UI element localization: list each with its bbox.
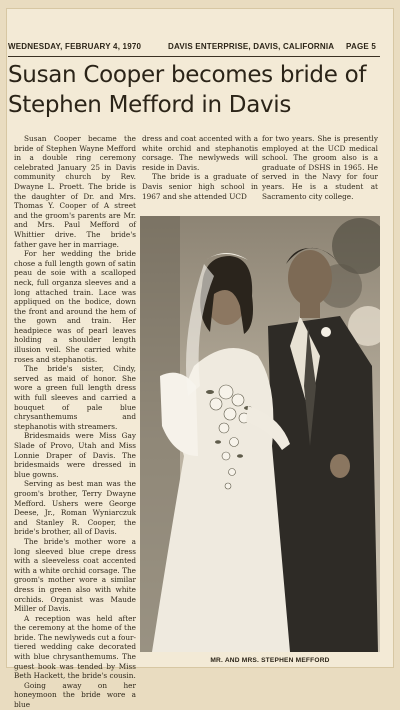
paragraph: A reception was held after the ceremony at the home of the bride. The newlyweds cut a four-tiered wedding cake decorated with blue chrysanthemums. The guest book was tended by Miss Beth Hackett, the bride's cousin. — [14, 613, 136, 681]
photo-caption: MR. AND MRS. STEPHEN MEFFORD — [210, 657, 330, 664]
issue-date: WEDNESDAY, FEBRUARY 4, 1970 — [8, 42, 142, 51]
article-column-3 — [262, 134, 378, 201]
newspaper-name: DAVIS ENTERPRISE, DAVIS, CALIFORNIA — [168, 42, 335, 51]
paragraph: Bridesmaids were Miss Gay Slade of Provo, Utah and Miss Lonnie Draper of Davis. The bridesmaids were dressed in blue gowns. — [14, 431, 136, 479]
paragraph: For her wedding the bride chose a full length gown of satin peau de soie with a scalloped neck, full organza sleeves and a long attached train. Lace was appliqued on the bodice, down the front and around the hem of the gown and train. Her headpiece was of pearl leaves holding a shoulder length illusion veil. She carried white roses and stephanotis. — [14, 249, 136, 364]
paragraph: The bride's mother wore a long sleeved blue crepe dress with a sleeveless coat accented with a white orchid corsage. The groom's mother wore a similar dress in green also with white orchids. Organist was Maude Miller of Davis. — [14, 536, 136, 614]
headline — [8, 60, 388, 120]
paragraph: Susan Cooper became the bride of Stephen Wayne Mefford in a double ring ceremony celebrated January 25 in Davis community church by Rev. Dwayne L. Proett. The bride is the daughter of Dr. and Mrs. Thomas Y. Cooper of A street and the groom's parents are Mr. and Mrs. Paul Mefford of Whittier drive. The bride's father gave her in marriage. — [14, 134, 136, 249]
paragraph: The bride's sister, Cindy, served as maid of honor. She wore a green full length dress with full sleeves and carried a bouquet of pale blue chrysanthemums and stephanotis with streamers. — [14, 364, 136, 431]
paragraph: The bride is a graduate of Davis senior high school in 1967 and she attended UCD — [142, 172, 258, 201]
wedding-photo-illustration — [140, 216, 380, 652]
wedding-photo — [140, 216, 380, 652]
article-column-2 — [142, 134, 258, 201]
paragraph: Going away on her honeymoon the bride wore a blue — [14, 680, 136, 710]
article-column-1 — [14, 134, 136, 710]
headline-line-1: Susan Cooper becomes bride of — [8, 62, 367, 88]
page-number: PAGE 5 — [346, 42, 376, 51]
paragraph: for two years. She is presently employed at the UCD medical school. The groom also is a graduate of DSHS in 1965. He served in the Navy for four years. He is a student at Sacramento city college. — [262, 134, 378, 201]
paragraph: dress and coat accented with a white orchid and stephanotis corsage. The newlyweds will reside in Davis. — [142, 134, 258, 172]
paragraph: Serving as best man was the groom's brother, Terry Dwayne Mefford. Ushers were George Deese, Jr., Roman Wyniarczuk and Stanley R. Cooper, the bride's brother, all of Davis. — [14, 479, 136, 537]
masthead-rule — [8, 56, 380, 57]
headline-line-2: Stephen Mefford in Davis — [8, 92, 292, 118]
masthead — [8, 42, 388, 56]
